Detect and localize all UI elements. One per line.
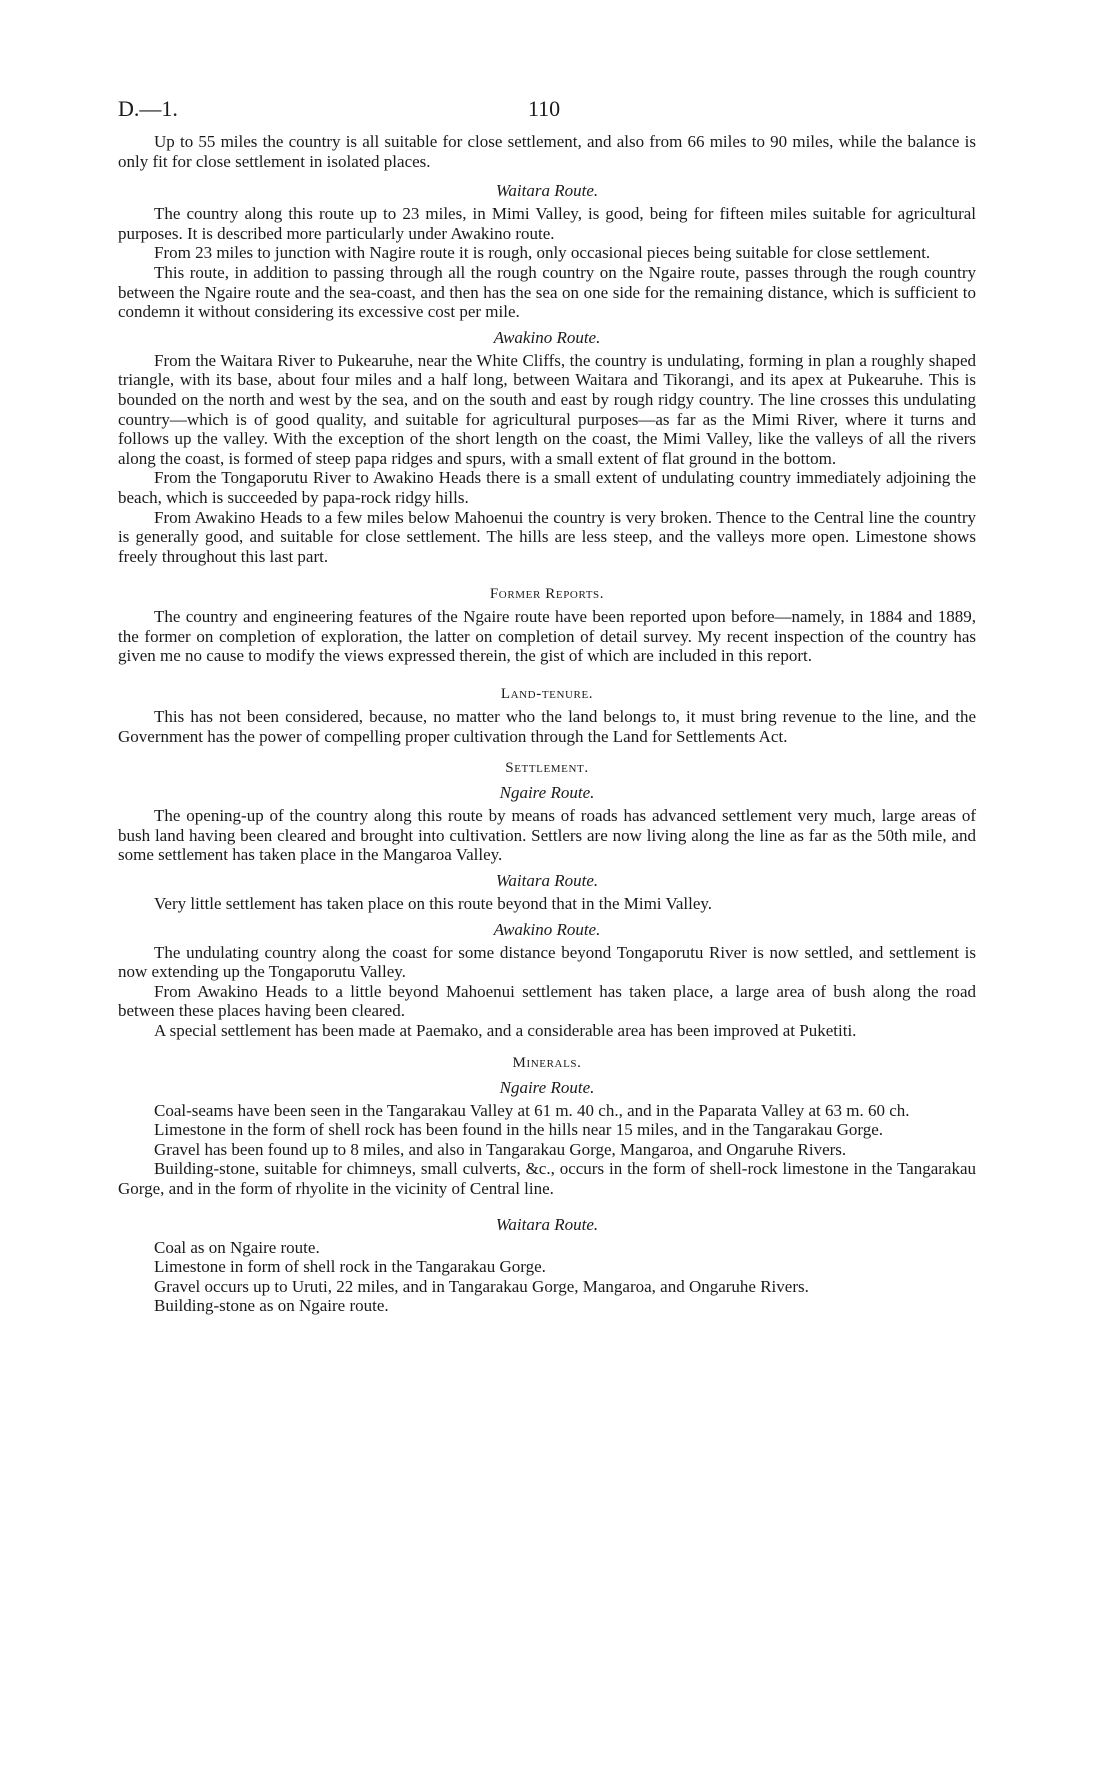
minerals-waitara-paragraph-2: Limestone in form of shell rock in the Tangarakau Gorge. [154, 1257, 546, 1277]
awakino-paragraph-1: From the Waitara River to Pukearuhe, near the White Cliffs, the country is undulating, forming in plan a roughly shaped triangle, with its base, about four miles and a half long, between Waitara and Tikorangi, and its apex at Pukearuhe. This is bounded on the north and west by the sea, and on the south and east by rough ridgy country. The line crosses this undulating country—which is of good quality, and suitable for agricultural purposes—as far as the Mimi River, where it turns and follows up the valley. With the exception of the short length on the coast, the Mimi Valley, like the valleys of all the rivers along the coast, is formed of steep papa ridges and spurs, with a small extent of flat ground in the bottom. [118, 350, 976, 468]
settlement-awakino-paragraph-1: The undulating country along the coast for some distance beyond Tongaporutu River is now settled, and settlement is now extending up the Tongaporutu Valley. [118, 942, 976, 982]
waitara-paragraph-1: The country along this route up to 23 miles, in Mimi Valley, is good, being for fifteen miles suitable for agricultural purposes. It is described more particularly under Awakino route. [118, 204, 976, 243]
awakino-paragraph-2: From the Tongaporutu River to Awakino Heads there is a small extent of undulating country immediately adjoining the beach, which is succeeded by papa-rock ridgy hills. [118, 468, 976, 507]
waitara-paragraph-2: From 23 miles to junction with Nagire route it is rough, only occasional pieces being suitable for close settlement. [154, 243, 931, 263]
settlement-awakino-paragraph-2: From Awakino Heads to a little beyond Mahoenui settlement has taken place, a large area of bush along the road between these places having been cleared. [118, 981, 976, 1021]
settlement-waitara-heading: Waitara Route. [495, 871, 599, 891]
document-reference: D.—1. [118, 96, 178, 121]
minerals-ngaire-paragraph-1: Coal-seams have been seen in the Tangarakau Valley at 61 m. 40 ch., and in the Paparata Valley at 63 m. 60 ch. [154, 1100, 910, 1120]
awakino-paragraph-3: From Awakino Heads to a few miles below Mahoenui the country is very broken. Thence to the Central line the country is generally good, and suitable for close settlement. The hills are less steep, and the valleys more open. Limestone shows freely throughout this last part. [118, 507, 976, 566]
minerals-ngaire-heading: Ngaire Route. [499, 1077, 595, 1097]
settlement-ngaire-paragraph: The opening-up of the country along this route by means of roads has advanced settlement very much, large areas of bush land having been cleared and brought into cultivation. Settlers are now living along the line as far as the 50th mile, and some settlement has taken place in the Mangaroa Valley. [118, 806, 976, 865]
page-header [118, 96, 976, 132]
minerals-ngaire-paragraph-3: Gravel has been found up to 8 miles, and also in Tangarakau Gorge, Mangaroa, and Ongaruhe Rivers. [154, 1139, 847, 1159]
settlement-awakino-heading: Awakino Route. [493, 919, 601, 939]
land-tenure-heading: Land-tenure. [500, 686, 594, 703]
settlement-awakino-paragraph-3: A special settlement has been made at Paemako, and a considerable area has been improved at Puketiti. [154, 1021, 857, 1040]
settlement-ngaire-heading: Ngaire Route. [499, 783, 595, 803]
minerals-waitara-paragraph-4: Building-stone as on Ngaire route. [154, 1296, 389, 1316]
intro-paragraph: Up to 55 miles the country is all suitable for close settlement, and also from 66 miles to 90 miles, while the balance is only fit for close settlement in isolated places. [118, 132, 976, 171]
land-tenure-paragraph: This has not been considered, because, no matter who the land belongs to, it must bring revenue to the line, and the Government has the power of compelling proper cultivation through the Land for Settlements Act. [118, 707, 976, 746]
minerals-waitara-heading: Waitara Route. [495, 1214, 599, 1234]
page-number: 110 [528, 96, 561, 121]
former-reports-paragraph: The country and engineering features of the Ngaire route have been reported upon before—namely, in 1884 and 1889, the former on completion of exploration, the latter on completion of detail survey. My recent inspection of the country has given me no cause to modify the views expressed therein, the gist of which are included in this report. [118, 607, 976, 666]
minerals-waitara-paragraph-1: Coal as on Ngaire route. [154, 1237, 320, 1257]
awakino-route-heading: Awakino Route. [493, 327, 601, 347]
document-page [118, 96, 976, 1316]
settlement-waitara-paragraph: Very little settlement has taken place on this route beyond that in the Mimi Valley. [154, 894, 713, 914]
minerals-ngaire-paragraph-2: Limestone in the form of shell rock has been found in the hills near 15 miles, and in the Tangarakau Gorge. [154, 1120, 883, 1140]
minerals-ngaire-paragraph-4: Building-stone, suitable for chimneys, small culverts, &c., occurs in the form of shell-rock limestone in the Tangarakau Gorge, and in the form of rhyolite in the vicinity of Central line. [118, 1159, 976, 1198]
settlement-heading: Settlement. [505, 760, 589, 777]
waitara-route-heading: Waitara Route. [495, 181, 599, 201]
waitara-paragraph-3: This route, in addition to passing through all the rough country on the Ngaire route, passes through the rough country between the Ngaire route and the sea-coast, and then has the sea on one side for the remaining distance, which is sufficient to condemn it without considering its excessive cost per mile. [118, 262, 976, 322]
minerals-heading: Minerals. [512, 1054, 582, 1071]
former-reports-heading: Former Reports. [489, 586, 605, 603]
minerals-waitara-paragraph-3: Gravel occurs up to Uruti, 22 miles, and in Tangarakau Gorge, Mangaroa, and Ongaruhe Rivers. [154, 1276, 809, 1296]
